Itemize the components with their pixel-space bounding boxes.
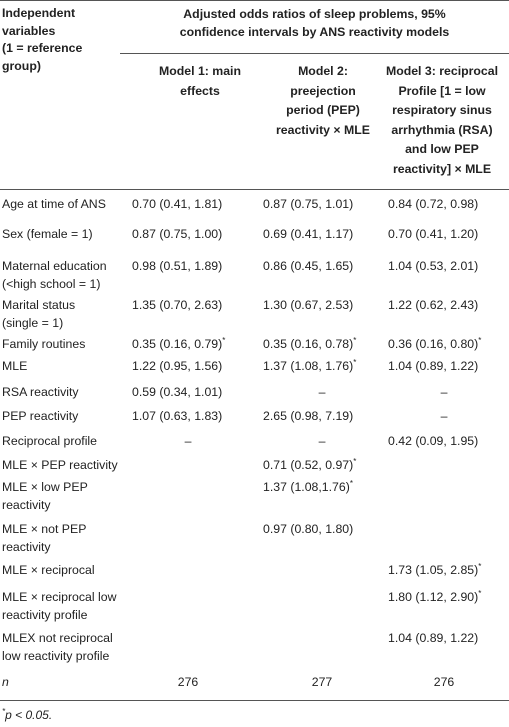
row-value-m2: 1.30 (0.67, 2.53) bbox=[263, 298, 354, 312]
header-model3-line: reactivity] × MLE bbox=[392, 161, 492, 176]
header-group-line: Adjusted odds ratios of sleep problems, 95% bbox=[183, 7, 446, 21]
row-value-m2: 0.87 (0.75, 1.01) bbox=[263, 197, 354, 211]
row-value-m2: 277 bbox=[311, 675, 333, 689]
footnote: *p < 0.05. bbox=[2, 707, 53, 722]
header-model3-line: and low PEP bbox=[405, 142, 479, 156]
row-label: Family routines bbox=[2, 337, 86, 351]
header-model3-line: Model 3: reciprocal bbox=[385, 64, 499, 78]
header-model2-line: period (PEP) bbox=[286, 103, 360, 117]
row-value-m3: 1.80 (1.12, 2.90)* bbox=[388, 588, 482, 604]
row-label: (<high school = 1) bbox=[2, 277, 101, 291]
header-model1-line: effects bbox=[180, 83, 220, 98]
header-model2-line: Model 2: bbox=[298, 64, 348, 78]
row-value-m3: 0.70 (0.41, 1.20) bbox=[388, 227, 479, 241]
row-label: low reactivity profile bbox=[2, 649, 110, 663]
row-value-m3: – bbox=[440, 385, 448, 399]
row-value-m3: 276 bbox=[433, 675, 455, 689]
row-value-m3: – bbox=[440, 409, 448, 423]
row-value-m3: 0.42 (0.09, 1.95) bbox=[388, 434, 479, 448]
row-value-m1: 0.98 (0.51, 1.89) bbox=[132, 259, 223, 273]
row-value-m1: – bbox=[184, 434, 192, 448]
row-label: MLE × reciprocal low bbox=[2, 590, 117, 604]
row-label: MLE × reciprocal bbox=[2, 563, 95, 577]
header-model2-line: reactivity × MLE bbox=[276, 122, 370, 137]
header-iv-line: Independent bbox=[2, 6, 76, 20]
row-value-m3: 0.84 (0.72, 0.98) bbox=[388, 197, 479, 211]
row-label: reactivity profile bbox=[2, 608, 88, 622]
row-label: MLEX not reciprocal bbox=[2, 631, 113, 645]
row-value-m3: 1.73 (1.05, 2.85)* bbox=[388, 561, 482, 577]
row-value-m1: 0.59 (0.34, 1.01) bbox=[132, 385, 223, 399]
row-label: (single = 1) bbox=[2, 316, 64, 330]
row-value-m2: – bbox=[318, 434, 326, 448]
row-value-m1: 276 bbox=[177, 675, 199, 689]
row-label: Maternal education bbox=[2, 259, 107, 273]
row-label: Marital status bbox=[2, 298, 76, 312]
group-rule bbox=[120, 53, 509, 54]
row-value-m3: 1.04 (0.53, 2.01) bbox=[388, 259, 479, 273]
header-model3-line: respiratory sinus bbox=[392, 103, 492, 117]
row-value-m1: 0.70 (0.41, 1.81) bbox=[132, 197, 223, 211]
row-value-m2: 0.86 (0.45, 1.65) bbox=[263, 259, 354, 273]
header-rule bbox=[0, 189, 509, 190]
row-label: reactivity bbox=[2, 540, 51, 554]
row-value-m2: 0.69 (0.41, 1.17) bbox=[263, 227, 354, 241]
header-group-line: confidence intervals by ANS reactivity models bbox=[179, 24, 450, 39]
header-model2-line: preejection bbox=[290, 83, 356, 98]
header-model3-line: Profile [1 = low bbox=[398, 83, 486, 98]
row-label: Age at time of ANS bbox=[2, 197, 106, 211]
header-iv-line: (1 = reference bbox=[2, 41, 83, 55]
row-value-m3: 1.04 (0.89, 1.22) bbox=[388, 359, 479, 373]
row-value-m1: 1.22 (0.95, 1.56) bbox=[132, 359, 223, 373]
row-value-m3: 1.22 (0.62, 2.43) bbox=[388, 298, 479, 312]
row-value-m2: 0.71 (0.52, 0.97)* bbox=[263, 456, 357, 472]
row-value-m1: 0.87 (0.75, 1.00) bbox=[132, 227, 223, 241]
header-iv-line: variables bbox=[2, 23, 56, 38]
row-value-m3: 0.36 (0.16, 0.80)* bbox=[388, 335, 482, 351]
row-label: n bbox=[2, 675, 9, 689]
row-value-m1: 0.35 (0.16, 0.79)* bbox=[132, 335, 226, 351]
row-value-m2: 0.35 (0.16, 0.78)* bbox=[263, 335, 357, 351]
row-value-m1: 1.07 (0.63, 1.83) bbox=[132, 409, 223, 423]
row-label: RSA reactivity bbox=[2, 385, 79, 399]
row-label: Reciprocal profile bbox=[2, 434, 98, 448]
row-value-m1: 1.35 (0.70, 2.63) bbox=[132, 298, 223, 312]
header-iv-line: group) bbox=[2, 58, 41, 73]
top-rule bbox=[0, 0, 509, 1]
row-label: PEP reactivity bbox=[2, 409, 79, 423]
row-label: Sex (female = 1) bbox=[2, 227, 93, 241]
bottom-rule bbox=[0, 700, 509, 701]
row-value-m2: – bbox=[318, 385, 326, 399]
row-label: reactivity bbox=[2, 498, 51, 512]
row-label: MLE bbox=[2, 359, 28, 373]
row-value-m2: 1.37 (1.08,1.76)* bbox=[263, 478, 353, 494]
row-value-m2: 0.97 (0.80, 1.80) bbox=[263, 522, 354, 536]
header-model3-line: arrhythmia (RSA) bbox=[391, 122, 493, 137]
row-label: MLE × low PEP bbox=[2, 480, 88, 494]
row-value-m3: 1.04 (0.89, 1.22) bbox=[388, 631, 479, 645]
header-model1-line: Model 1: main bbox=[159, 64, 241, 78]
row-value-m2: 2.65 (0.98, 7.19) bbox=[263, 409, 354, 423]
row-label: MLE × not PEP bbox=[2, 522, 87, 536]
row-value-m2: 1.37 (1.08, 1.76)* bbox=[263, 357, 357, 373]
row-label: MLE × PEP reactivity bbox=[2, 458, 118, 472]
